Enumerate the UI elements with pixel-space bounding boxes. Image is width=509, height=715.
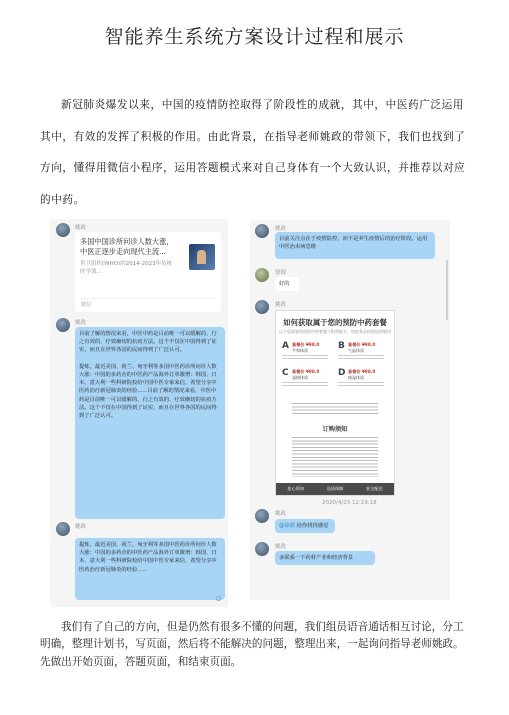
article-thumbnail xyxy=(189,244,215,270)
order-notice-title: 订购须知 xyxy=(322,426,348,433)
poster-notes xyxy=(292,403,378,415)
tcm-package-poster-image[interactable] xyxy=(275,310,395,496)
chat-screenshot-left xyxy=(50,219,228,607)
teacher-message-long: 目前了解的情况来看，中医中药是目前唯一可以缓解的、行之有效的、疗效确切的抗疫方法。这个不仅在中国得到了证实，而且在世界各国的民间得到了广泛认可。 提炼，最近美国、荷兰、匈牙利等多国中医药诊所问诊人数大涨：中国的多药企的中医药产品海外订单激增：韩国、日本、意大利一些科研院校给中国中医专家来信，希望分享中医药治疗新冠肺炎的经验......目前了解的情况来看，中医中药是目前唯一可以缓解的、行之有效的、疗效确切的抗疫方法。这个不仅在中国得到了证实，而且在世界各国的民间得到了广泛认可。 xyxy=(75,327,225,519)
sender-name: 姚政 xyxy=(275,544,287,550)
shared-article-card[interactable] xyxy=(75,232,221,312)
poster-subtitle: 以下您需要的预防中药套餐与附带配方，请您务必按照说明服用 xyxy=(279,329,391,334)
intro-paragraph: 新冠肺炎爆发以来，中国的疫情防控取得了阶段性的成就，其中，中医药广泛运用其中，有效的发挥了积极的作用。由此背景，在指导老师姚政的带领下，我们也找到了方向，懂得用微信小程序，运用答题模式来对自己身体有一个大致认识，并推荐以对应的中药。 xyxy=(40,99,466,206)
document-title: 智能养生系统方案设计过程和展示 xyxy=(104,26,405,48)
card-divider xyxy=(80,298,216,299)
poster-footer-bar: 您心须知 品质保障 安全配送 xyxy=(276,483,394,495)
sender-name: 姚政 xyxy=(275,226,287,232)
mention-message-text: 给你找找感觉 xyxy=(294,523,329,529)
poster-title: 如何获取属于您的预防中药套餐 xyxy=(283,318,387,327)
read-status-icon xyxy=(216,596,221,601)
sender-name: 姚政 xyxy=(75,320,87,326)
teacher-avatar xyxy=(255,509,269,523)
teacher-avatar xyxy=(56,223,70,237)
teacher-mention-message xyxy=(275,519,335,533)
teacher-avatar xyxy=(255,300,269,314)
sender-name: 徐源 xyxy=(275,270,287,276)
teacher-avatar xyxy=(255,542,269,556)
student-reply: 好的 xyxy=(275,277,299,291)
card-footer-label: 微信 xyxy=(81,302,92,308)
sender-name: 姚政 xyxy=(75,225,87,231)
order-notice-lines xyxy=(292,437,378,477)
teacher-avatar xyxy=(56,318,70,332)
chat-screenshot-right xyxy=(250,220,450,600)
plan-b: B 套餐价 ¥98.0 气虚体质 xyxy=(338,341,389,363)
teacher-message-short: 提炼，最近美国、荷兰、匈牙利等多国中医药诊所问诊人数大涨：中国的多药企的中医药产品海外订单激增：韩国、日本、意大利一些科研院校给中国中医专家来信，希望分享中医药治疗新冠肺炎的经验...... xyxy=(75,538,225,600)
teacher-message: 目前关注点在于疫情防控，而不是养生疫情后的治疗阶段。运用中医治未病思维 xyxy=(275,232,435,259)
outro-paragraph: 我们有了自己的方向，但是仍然有很多不懂的问题，我们组员语音通话相互讨论，分工明确，整理计划书，写页面，然后将不能解决的问题，整理出来，一起询问指导老师姚政。先做出开始页面，答题页面，和结束页面。 xyxy=(40,621,464,668)
teacher-avatar xyxy=(255,224,269,238)
plan-c: C 套餐价 ¥98.0 湿热体质 xyxy=(282,368,333,390)
message-timestamp: 2020/4/23 12:19:18 xyxy=(322,500,377,506)
teacher-avatar xyxy=(56,522,70,536)
sender-name: 姚政 xyxy=(275,511,287,517)
plan-a: A 套餐价 ¥98.0 平和体质 xyxy=(282,341,333,363)
sender-name: 姚政 xyxy=(275,302,287,308)
article-source: 世卫组织(WHO)的2014-2023年传统医学战... xyxy=(80,261,173,275)
sender-name: 姚政 xyxy=(75,524,87,530)
mention-tag[interactable]: @徐源 xyxy=(279,523,295,529)
teacher-message-last: 多联系一下药材产业和经济背景 xyxy=(275,551,375,565)
plan-d: D 套餐价 ¥98.0 痰湿体质 xyxy=(338,368,389,390)
student-avatar xyxy=(255,268,269,282)
article-title: 多国中国诊所问诊人数大涨，中医正逐步走向现代主流... xyxy=(80,237,174,256)
chat-scrollbar[interactable] xyxy=(446,260,448,320)
